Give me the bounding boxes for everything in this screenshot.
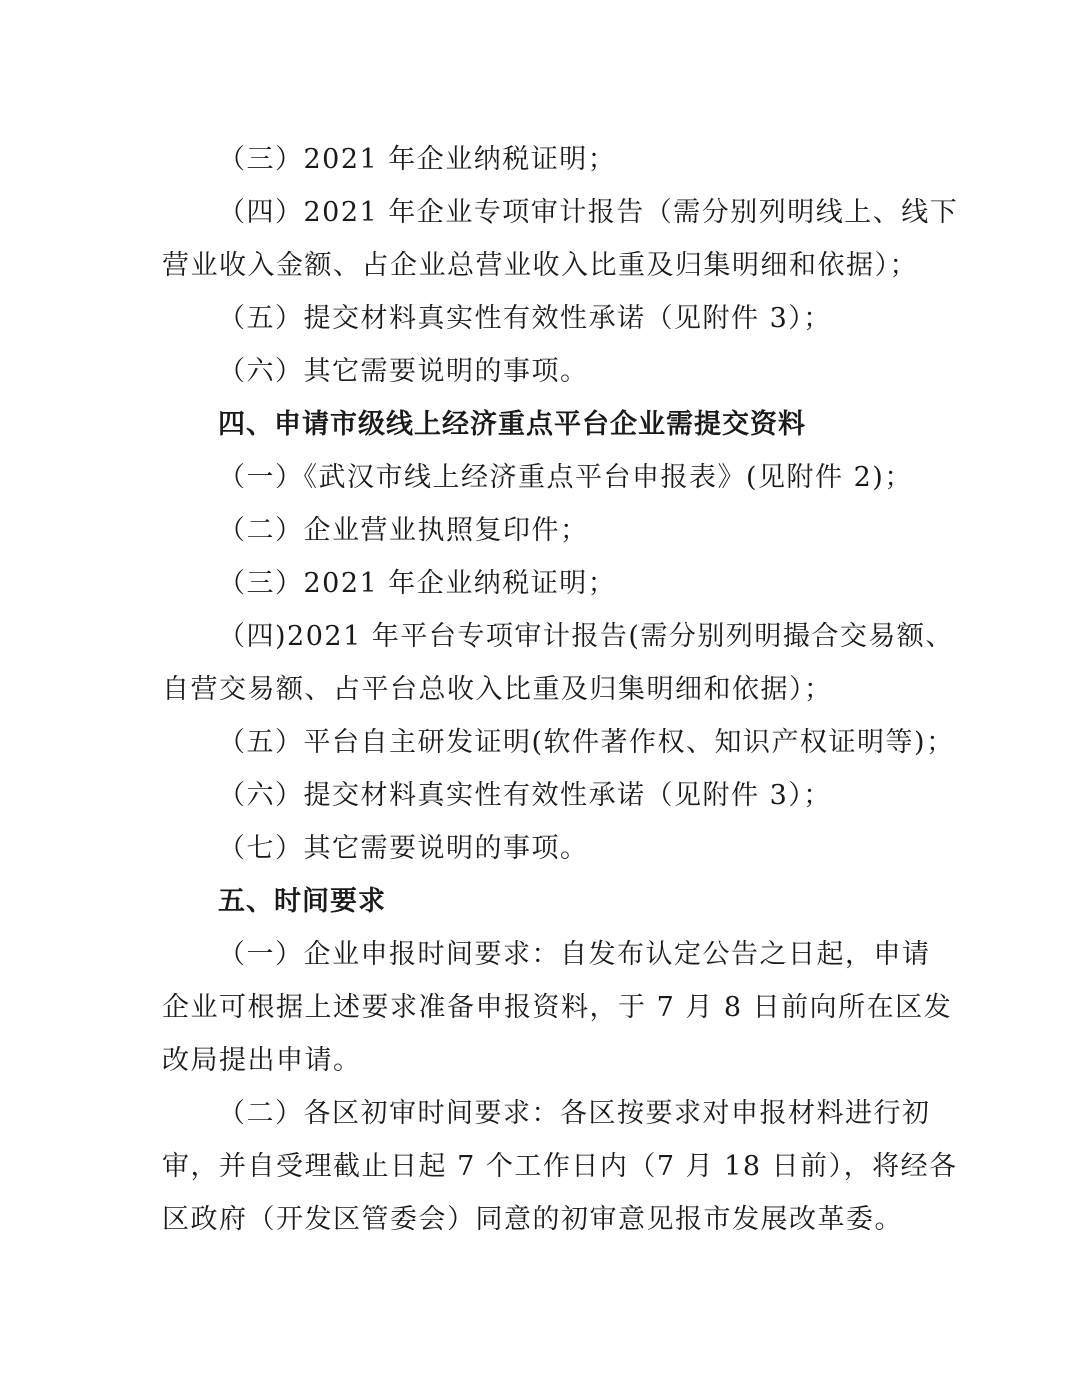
paragraph-enterprise-deadline: （一）企业申报时间要求：自发布认定公告之日起，申请 <box>218 939 931 970</box>
list-item-rd-certificate: （五）平台自主研发证明(软件著作权、知识产权证明等)； <box>218 727 955 758</box>
section-heading-platform-materials: 四、申请市级线上经济重点平台企业需提交资料 <box>218 409 806 440</box>
paragraph-enterprise-deadline-continued: 企业可根据上述要求准备申报资料，于 7 月 8 日前向所在区发 <box>162 992 953 1023</box>
list-item-authenticity-commitment: （五）提交材料真实性有效性承诺（见附件 3）； <box>218 303 832 334</box>
section-heading-time-requirements: 五、时间要求 <box>218 886 386 917</box>
paragraph-district-review-deadline-continued: 审，并自受理截止日起 7 个工作日内（7 月 18 日前），将经各 <box>162 1151 958 1182</box>
list-item-tax-certificate: （三）2021 年企业纳税证明； <box>218 144 617 175</box>
paragraph-enterprise-deadline-end: 改局提出申请。 <box>162 1045 362 1076</box>
list-item-authenticity-commitment: （六）提交材料真实性有效性承诺（见附件 3）； <box>218 780 832 811</box>
list-item-audit-report: （四）2021 年企业专项审计报告（需分别列明线上、线下 <box>218 197 959 228</box>
list-item-application-form: （一）《武汉市线上经济重点平台申报表》(见附件 2)； <box>218 462 913 493</box>
list-item-audit-report-continued: 营业收入金额、占企业总营业收入比重及归集明细和依据）； <box>162 250 918 281</box>
list-item-other-matters: （七）其它需要说明的事项。 <box>218 833 589 864</box>
paragraph-district-review-deadline-end: 区政府（开发区管委会）同意的初审意见报市发展改革委。 <box>162 1204 903 1235</box>
list-item-tax-certificate: （三）2021 年企业纳税证明； <box>218 568 617 599</box>
list-item-other-matters: （六）其它需要说明的事项。 <box>218 356 589 387</box>
paragraph-district-review-deadline: （二）各区初审时间要求：各区按要求对申报材料进行初 <box>218 1098 931 1129</box>
list-item-business-license: （二）企业营业执照复印件； <box>218 515 589 546</box>
list-item-platform-audit-report: （四)2021 年平台专项审计报告(需分别列明撮合交易额、 <box>218 621 954 652</box>
list-item-platform-audit-report-continued: 自营交易额、占平台总收入比重及归集明细和依据）； <box>162 674 833 705</box>
